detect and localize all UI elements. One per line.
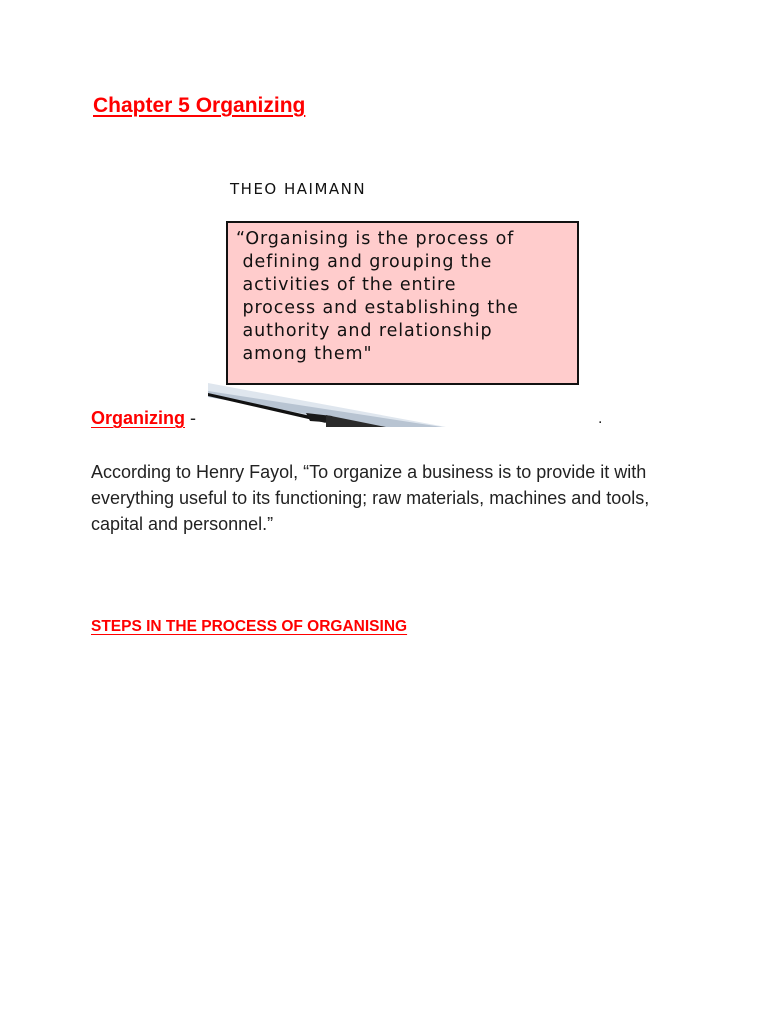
fayol-quote-paragraph: According to Henry Fayol, “To organize a business is to provide it with everything useful to its functioning; raw materials, machines and tools, capital and personnel.” (91, 462, 650, 534)
definition-line (91, 408, 196, 429)
diagonal-swoosh-graphic (206, 383, 446, 429)
quote-text: “Organising is the process of defining and grouping the activities of the entire process and establishing the authority and relationship among them" (236, 229, 519, 364)
definition-trailing-period: . (598, 410, 603, 427)
definition-term: Organizing (91, 408, 185, 428)
quote-author: THEO HAIMANN (230, 180, 367, 198)
quote-box (226, 221, 579, 385)
steps-heading: STEPS IN THE PROCESS OF ORGANISING (91, 618, 408, 635)
chapter-title: Chapter 5 Organizing (93, 94, 306, 117)
definition-separator: - (185, 408, 196, 428)
